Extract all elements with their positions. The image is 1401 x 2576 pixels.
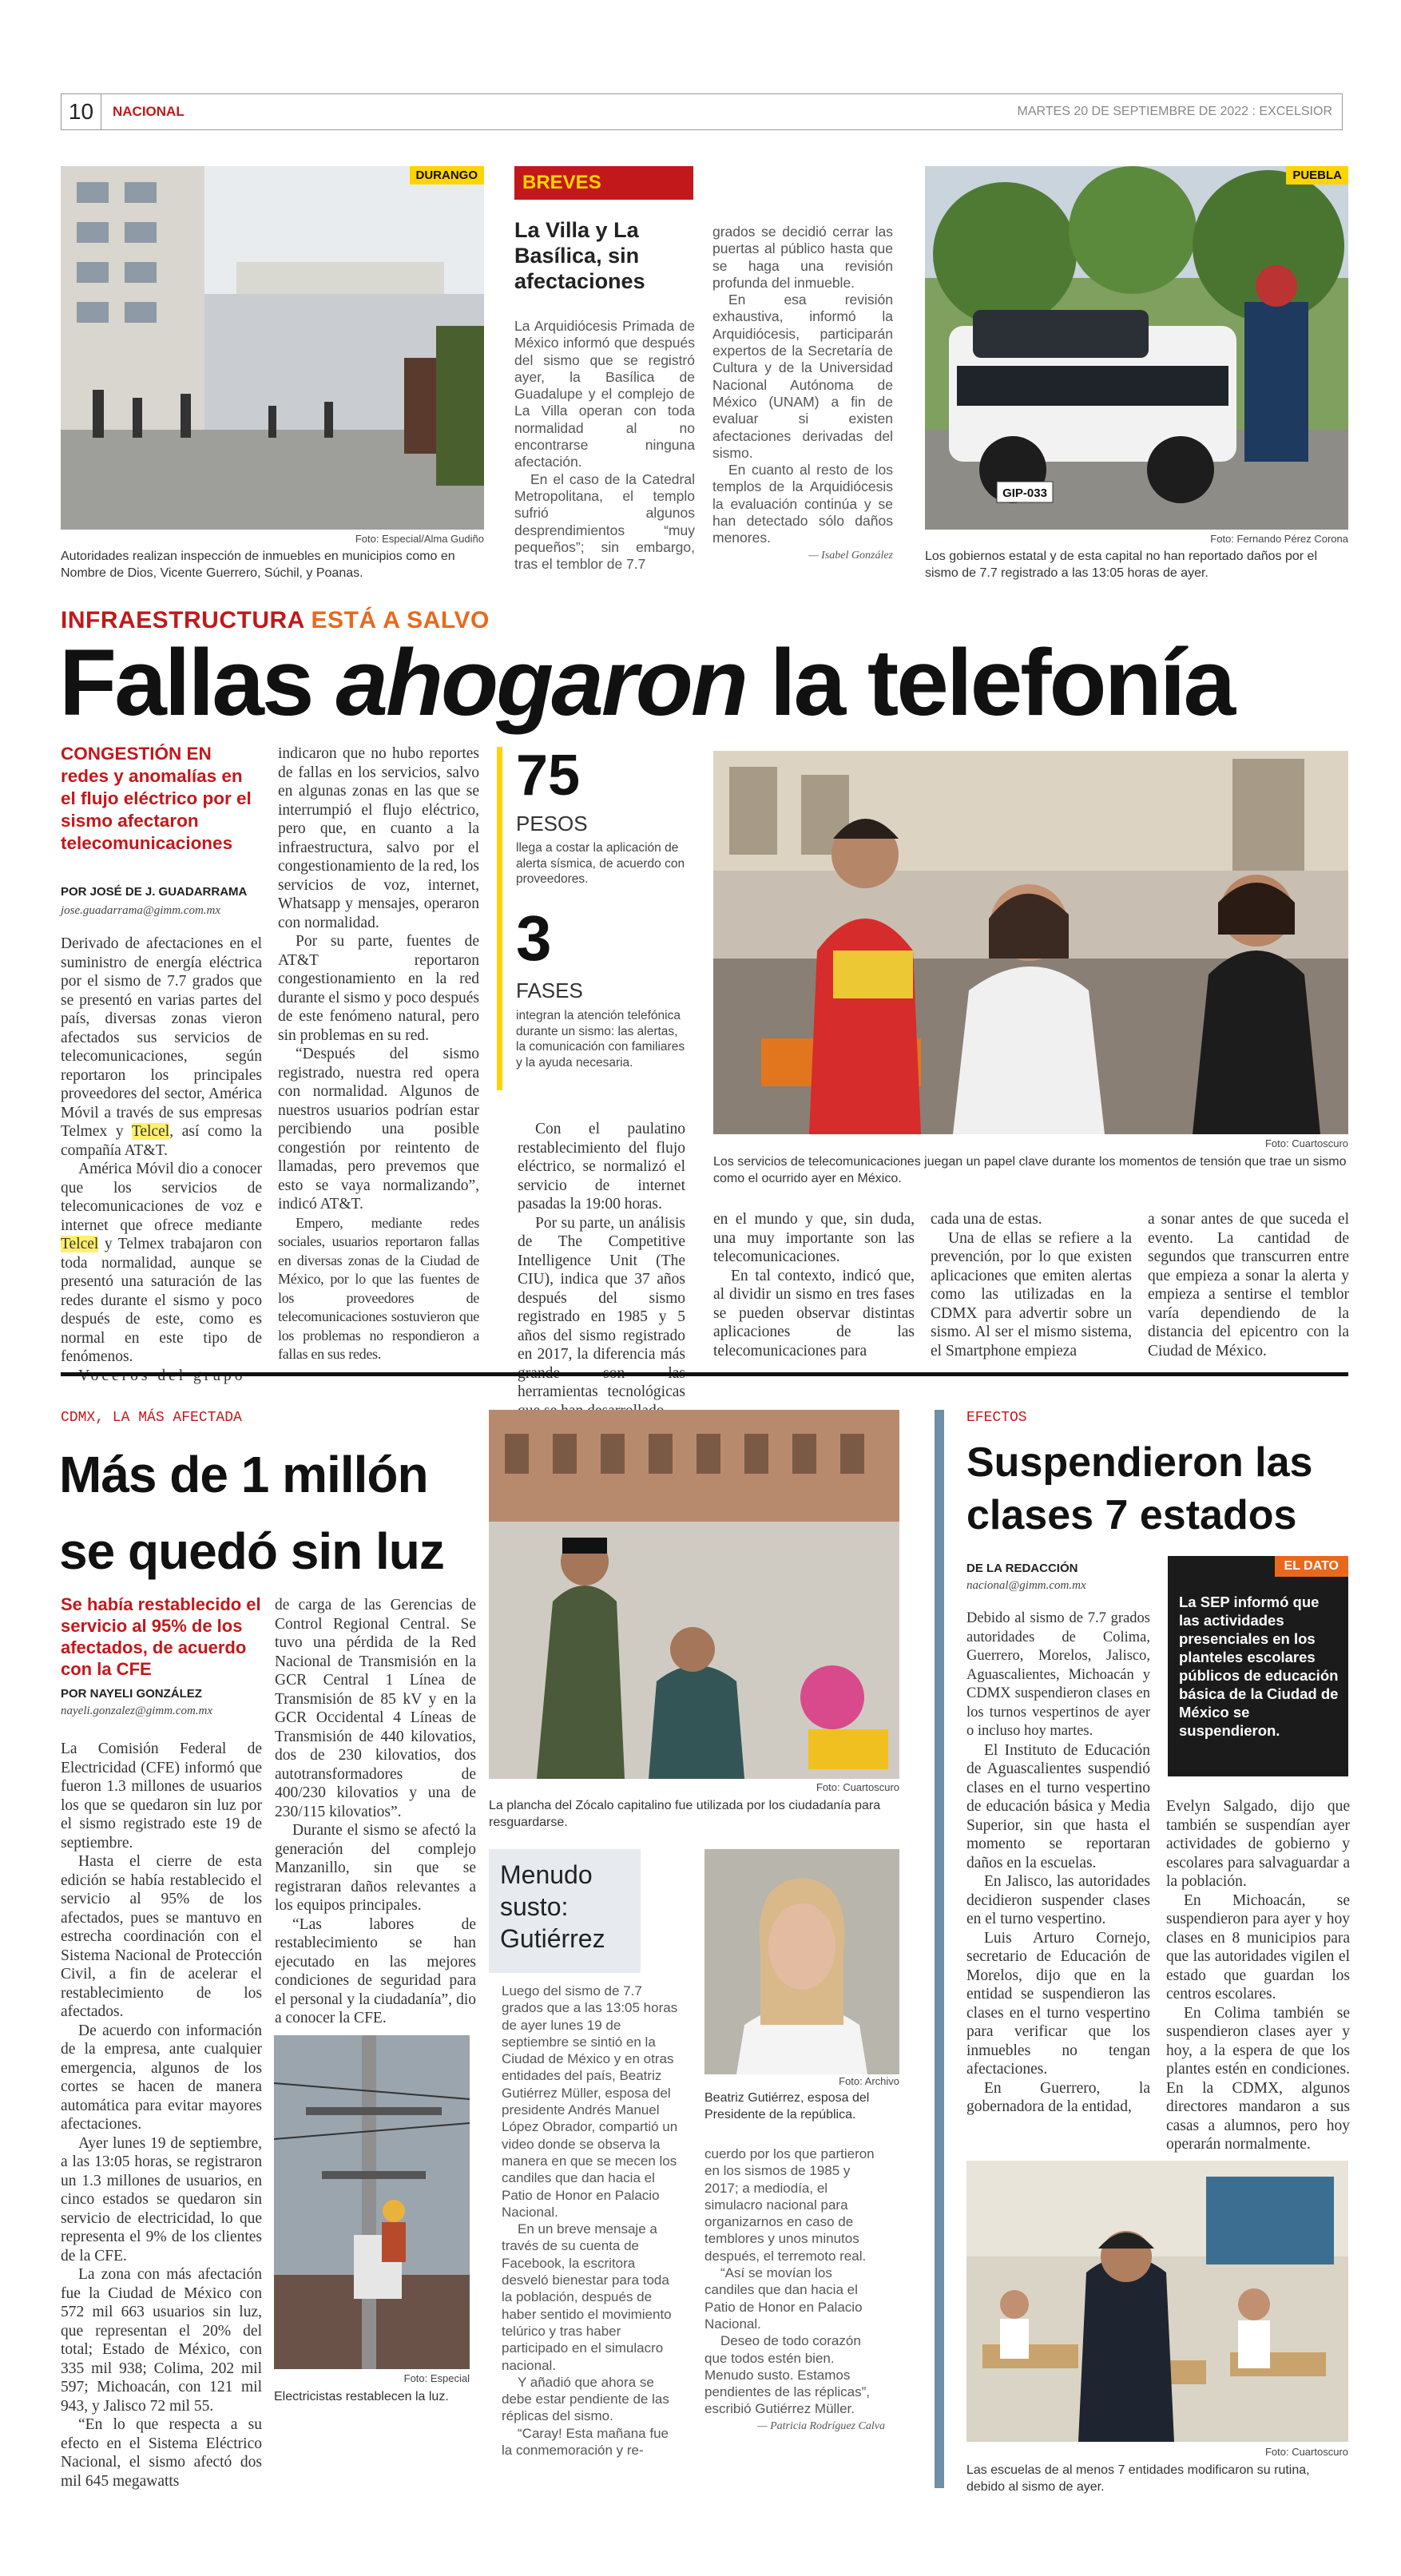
electric-credit: Foto: Especial — [403, 2372, 470, 2384]
main-col1-text-d: y Telmex trabajaron con toda normalidad, aunque se presentó una saturación de las redes durante el sismo y poco después de este, como es normal en este tipo de fenómenos. — [61, 1236, 262, 1365]
zocalo-photo — [489, 1410, 899, 1779]
photo-tag-durango: DURANGO — [410, 166, 485, 185]
menudo-col1 — [502, 1983, 682, 2459]
main-col1-text-c: América Móvil dio a conocer que los servicios de telecomunicaciones de voz e internet que ofrece mediante — [61, 1161, 262, 1234]
menudo-p2: En un breve mensaje a través de su cuenta de Facebook, la escritora desveló bienestar para toda la población, después de haber sentido el movimiento telúrico y tras haber participado en el simulacro nacional. — [502, 2221, 672, 2373]
main-byline: POR JOSÉ DE J. GUADARRAMA — [61, 885, 248, 899]
durango-photo — [61, 166, 484, 530]
menudo-p4: “Caray! Esta mañana fue la conmemoración y re- — [502, 2425, 669, 2459]
cdmx-byline: POR NAYELI GONZÁLEZ — [61, 1687, 202, 1701]
breves-p3: grados se decidió cerrar las puertas al público hasta que se haga una revisión profunda del inmueble. — [712, 224, 893, 291]
el-dato-text: La SEP informó que las actividades presenciales en los planteles escolares públicos de educación básica de la Ciudad de México se suspendieron. — [1179, 1594, 1339, 1739]
gutierrez-caption: Beatriz Gutiérrez, esposa del Presidente de la república. — [704, 2091, 870, 2122]
main-photo-caption: Los servicios de telecomunicaciones juegan un papel clave durante los momentos de tensión que trae un sismo como el ocurrido ayer en México. — [713, 1155, 1347, 1185]
cdmx-label: CDMX, LA MÁS AFECTADA — [61, 1410, 242, 1426]
efectos-email: nacional@gimm.com.mx — [966, 1579, 1086, 1592]
electric-caption: Electricistas restablecen la luz. — [274, 2390, 449, 2403]
main-photo — [713, 751, 1348, 1134]
menudo-p7: Deseo de todo corazón que todos estén bien. Menudo susto. Estamos pendientes de las réplicas”, escribió Gutiérrez Müller. — [704, 2333, 870, 2417]
main-col1-text-b: , así como la compañía AT&T. — [61, 1123, 263, 1159]
cdmx-headline: Más de 1 millón se quedó sin luz — [59, 1446, 444, 1580]
breves-headline: La Villa y La Basílica, sin afectaciones — [514, 218, 645, 293]
main-col4 — [713, 1210, 915, 1360]
gutierrez-photo — [704, 1849, 899, 2074]
date-line: MARTES 20 DE SEPTIEMBRE DE 2022 : EXCELSIOR — [1017, 105, 1332, 118]
school-credit: Foto: Cuartoscuro — [1264, 2446, 1348, 2458]
main-col5 — [931, 1210, 1132, 1360]
main-col3-p1: Con el paulatino restablecimiento del flujo eléctrico, se normalizó el servicio de internet pasadas la 19:00 horas. — [518, 1121, 685, 1213]
main-col1-p1 — [61, 935, 262, 1160]
main-col6 — [1148, 1210, 1349, 1360]
main-col6-p1: a sonar antes de que suceda el evento. La cantidad de segundos que transcurren entre que empieza a sonar la alerta y empieza a sentirse el temblor varía dependiendo de la distancia del epicentro con la Ciudad de México. — [1148, 1211, 1349, 1359]
main-col2-p2: Por su parte, fuentes de AT&T reportaron congestionamiento en la red durante el sismo y poco después de este fenómeno natural, pero sin problemas en su red. — [278, 933, 479, 1044]
main-col1 — [61, 935, 262, 1385]
efectos-p6: Evelyn Salgado, dijo que también se suspendían ayer actividades de gobierno y escolares para salvaguardar a la población. — [1166, 1798, 1350, 1890]
puebla-caption: Los gobiernos estatal y de esta capital no han reportado daños por el sismo de 7.7 registrado a las 13:05 horas de ayer. — [925, 550, 1317, 580]
menudo-p5: cuerdo por los que partieron en los sismos de 1985 y 2017; a mediodía, el simulacro nacional para organizarnos en caso de temblores y unos minutos después, el terremoto real. — [704, 2146, 875, 2264]
efectos-byline: DE LA REDACCIÓN — [966, 1562, 1078, 1575]
efectos-rule — [935, 1410, 944, 2488]
stats-rule — [497, 747, 502, 1090]
puebla-credit: Foto: Fernando Pérez Corona — [1210, 533, 1348, 545]
main-col2-p1: indicaron que no hubo reportes de fallas en los servicios, salvo en algunas zonas en las que se interrumpió el flujo eléctrico, pero que, en cuanto a la infraestructura, salvo por el congestionamiento de la red, los servicios de voz, internet, Whatsapp y mensajes, operaron con normalidad. — [278, 745, 479, 931]
cdmx-col2 — [275, 1596, 476, 2028]
efectos-p1: Debido al sismo de 7.7 grados autoridades de Colima, Guerrero, Morelos, Jalisco, Aguascalientes, Michoacán y CDMX suspendieron clases en los turnos vespertinos de ayer o incluso hoy martes. — [966, 1610, 1150, 1739]
stat1-number: 75 — [516, 744, 581, 808]
main-col2 — [278, 744, 479, 1364]
police-plate: GIP-033 — [1002, 486, 1047, 500]
main-photo-credit: Foto: Cuartoscuro — [1264, 1137, 1348, 1149]
el-dato-box — [1168, 1556, 1348, 1776]
main-col2-p4: Empero, mediante redes sociales, usuarios reportaron fallas en diversas zonas de la Ciudad de México, por lo que las fuentes de los proveedores de telecomunicaciones sostuvieron que los problemas no respondieron a fallas en sus redes. — [278, 1214, 479, 1362]
cdmx-col2-p2: Durante el sismo se afectó la generación del complejo Manzanillo, sin que se registraran daños relevantes a los equipos principales. — [275, 1822, 476, 1914]
efectos-p3: En Jalisco, las autoridades decidieron suspender clases en el turno vespertino. — [966, 1873, 1150, 1927]
headline-part-b: ahogaron — [335, 630, 746, 736]
electric-photo — [274, 2035, 470, 2369]
zocalo-caption: La plancha del Zócalo capitalino fue utilizada por los ciudadanía para resguardarse. — [489, 1799, 881, 1829]
menudo-p6: “Así se movían los candiles que dan hacia el Patio de Honor en Palacio Nacional. — [704, 2265, 863, 2332]
efectos-p2: El Instituto de Educación de Aguascalientes suspendió clases en el turno vespertino de educación básica y Media Superior, sin que hasta el momento se reportaran daños en la escuelas. — [966, 1741, 1150, 1871]
menudo-signature: — Patricia Rodríguez Calva — [757, 2419, 885, 2432]
efectos-p7: En Michoacán, se suspendieron para ayer y hoy clases en 8 municipios para que las autoridades vigilen el estado que guardan los centros escolares. — [1166, 1891, 1350, 2002]
cdmx-col2-p1: de carga de las Gerencias de Control Regional Central. Se tuvo una pérdida de la Red Nacional de Transmisión en la GCR Central 1 Línea de Transmisión de 85 kV y en la GCR Occidental 4 Líneas de Transmisión de 440 kilovatios, dos de 230 kilovatios, dos autotransformadores de 400/230 kilovatios y una de 230/115 kilovatios”. — [275, 1597, 476, 1820]
highlight-telcel-1: Telcel — [131, 1123, 170, 1140]
main-col4-p1: en el mundo y que, sin duda, una muy importante son las telecomunicaciones. — [713, 1211, 915, 1265]
kicker-orange: ESTÁ A SALVO — [311, 607, 490, 633]
main-col1-p2 — [61, 1160, 262, 1367]
stat1-text: llega a costar la aplicación de alerta sísmica, de acuerdo con proveedores. — [516, 841, 685, 886]
main-email: jose.guadarrama@gimm.com.mx — [61, 904, 221, 917]
efectos-p5: En Guerrero, la gobernadora de la entidad, — [966, 2079, 1150, 2115]
main-headline — [59, 630, 1234, 736]
cdmx-deck: Se había restablecido el servicio al 95% de los afectados, de acuerdo con la CFE — [61, 1594, 261, 1679]
cdmx-col1-p5: La zona con más afectación fue la Ciudad de México con 572 mil 663 usuarios sin luz, que representan el 20% del total; Estado de México, con 335 mil 938; Colima, 202 mil 597; Michoacán, con 121 mil 943, y Jalisco 72 mil 55. — [61, 2266, 262, 2415]
main-col5-p1: cada una de estas. — [931, 1211, 1042, 1228]
cdmx-col2-p3: “Las labores de restablecimiento se han ejecutado en las mejores condiciones de seguridad para el personal y la ciudadanía”, dio a conocer la CFE. — [275, 1915, 476, 2026]
main-col4-p2: En tal contexto, indicó que, al dividir un sismo en tres fases se pueden observar distintas aplicaciones de las telecomunicaciones para — [713, 1267, 915, 1359]
cdmx-col1-p3: De acuerdo con información de la empresa, ante cualquier emergencia, algunos de los cortes se hacen de manera automática para evitar mayores afectaciones. — [61, 2022, 262, 2133]
main-col1-text-a: Derivado de afectaciones en el suministro de energía eléctrica por el sismo de 7.7 grados que se presentó en varias partes del país, diversas zonas vieron afectados sus servicios de telecomunicaciones, según reportaron los principales proveedores del sector, América Móvil a través de sus empresas Telmex y — [61, 935, 262, 1140]
durango-credit: Foto: Especial/Alma Gudiño — [355, 533, 484, 545]
highlight-telcel-2: Telcel — [61, 1236, 99, 1252]
cdmx-col1-p1: La Comisión Federal de Electricidad (CFE) informó que fueron 1.3 millones de usuarios los que se quedaron sin luz por el sismo registrado este 19 de septiembre. — [61, 1740, 262, 1852]
breves-p2: En el caso de la Catedral Metropolitana, el templo sufrió algunos desprendimientos “muy pequeños”; sin embargo, tras el temblor de 7.7 — [514, 470, 695, 573]
cdmx-email: nayeli.gonzalez@gimm.com.mx — [61, 1705, 213, 1717]
photo-tag-puebla: PUEBLA — [1286, 166, 1348, 185]
gutierrez-credit: Foto: Archivo — [839, 2075, 899, 2087]
zocalo-credit: Foto: Cuartoscuro — [816, 1781, 899, 1793]
stat2-unit: FASES — [516, 978, 583, 1002]
section-divider — [61, 1372, 1348, 1376]
menudo-col2 — [704, 2145, 885, 2435]
cdmx-col1-p4: Ayer lunes 19 de septiembre, a las 13:05 horas, se registraron un 1.3 millones de usuarios, en cinco estados se quedaron sin servicio de electricidad, lo que representa el 9% de los clientes de la CFE. — [61, 2134, 262, 2264]
main-col3-p2: Por su parte, un análisis de The Competitive Intelligence Unit (The CIU), indica que 37 años después del sismo registrado en 1985 y 5 años del sismo registrado en 2017, la diferencia más herramientas tecnológicas — [518, 1214, 685, 1400]
menudo-p3: Y añadió que ahora se debe estar pendiente de las réplicas del sismo. — [502, 2374, 669, 2424]
headline-part-a: Fallas — [59, 630, 312, 736]
efectos-p4: Luis Arturo Cornejo, secretario de Educación de Morelos, dijo que en la entidad se suspendieron las clases en el turno vespertino para verificar que los inmuebles no tengan afectaciones. — [966, 1929, 1150, 2078]
menudo-p1: Luego del sismo de 7.7 grados que a las 13:05 horas de ayer lunes 19 de septiembre se sintió en la Ciudad de México y en otras entidades del país, Beatriz Gutiérrez Müller, esposa del presidente Andrés Manuel López Obrador, compartió un video donde se observa la manera en que se mecen los candiles que dan hacia el Patio de Honor en Palacio Nacional. — [502, 1983, 678, 2220]
cdmx-col1-p6: “En lo que respecta a su efecto en el Sistema Eléctrico Nacional, el sismo afectó dos mil 645 megawatts — [61, 2416, 262, 2490]
school-caption: Las escuelas de al menos 7 entidades modificaron su rutina, debido al sismo de ayer. — [966, 2463, 1310, 2494]
menudo-title: Menudo susto: Gutiérrez — [500, 1860, 605, 1953]
main-deck: CONGESTIÓN EN redes y anomalías en el flujo eléctrico por el sismo afectaron telecomunicaciones — [61, 744, 252, 853]
school-photo — [966, 2161, 1348, 2442]
section-name: NACIONAL — [113, 104, 185, 119]
breves-p4: En esa revisión exhaustiva, informó la Arquidiócesis, participarán expertos de la Secretaría de Cultura y de la Universidad Nacional Autónoma de México (UNAM) a fin de evaluar si existen afectaciones derivadas del sismo. — [712, 292, 893, 461]
breves-p5: En cuanto al resto de los templos de la Arquidiócesis la evaluación continúa y se han detectado sólo daños menores. — [712, 462, 893, 546]
efectos-headline: Suspendieron las clases 7 estados — [966, 1439, 1313, 1538]
breves-label: BREVES — [522, 172, 601, 193]
main-col5-p2: Una de ellas se refiere a la prevención, por lo que existen aplicaciones que emiten alertas como las utilizadas en la CDMX para advertir sobre un sismo. Al ser el mismo sistema, el Smartphone empieza — [931, 1229, 1132, 1359]
efectos-col1 — [966, 1610, 1150, 2117]
puebla-photo — [925, 166, 1348, 530]
breves-label-box — [514, 166, 693, 200]
stat2-text: integran la atención telefónica durante un sismo: las alertas, la comunicación con familiares y la ayuda necesaria. — [516, 1009, 685, 1070]
main-col2-p3: “Después del sismo registrado, nuestra red opera con normalidad. Algunos de nuestros usuarios podrían estar percibiendo una posible congestión por reintento de llamadas, pero prevemos que esto se vaya normalizando”, indicó AT&T. — [278, 1046, 479, 1213]
page-number: 10 — [62, 94, 101, 129]
breves-col2 — [712, 224, 893, 564]
stat1-unit: PESOS — [516, 812, 588, 836]
menudo-title-box — [489, 1849, 641, 1973]
el-dato-label: EL DATO — [1275, 1556, 1348, 1577]
breves-col1 — [514, 318, 695, 573]
efectos-col2 — [1166, 1797, 1350, 2154]
page-header — [61, 93, 1343, 130]
cdmx-col1 — [61, 1740, 262, 2491]
efectos-p8: En Colima también se suspendieron clases ayer y hoy, a la espera de que los plantes estén en condiciones. En la CDMX, algunos directores mandaron a sus casas a alumnos, pero hoy operarán normalmente. — [1166, 2004, 1350, 2153]
headline-part-c: la telefonía — [769, 630, 1234, 736]
kicker-red: INFRAESTRUCTURA — [61, 607, 304, 633]
stat2-number: 3 — [516, 903, 552, 974]
cdmx-col1-p2: Hasta el cierre de esta edición se había restablecido el servicio al 95% de los afectados, pues se mantuvo en estrecha coordinación con el Sistema Nacional de Protección Civil, a fin de acelerar el restablecimiento de los afectados. — [61, 1853, 262, 2020]
efectos-label: EFECTOS — [966, 1410, 1027, 1426]
breves-signature: — Isabel González — [808, 549, 893, 562]
breves-p1: La Arquidiócesis Primada de México informó que después del sismo que se registró ayer, la Basílica de Guadalupe y el complejo de La Villa operan con toda normalidad al no encontrarse ninguna afectación. — [514, 318, 695, 470]
durango-caption: Autoridades realizan inspección de inmuebles en municipios como en Nombre de Dios, Vicente Guerrero, Súchil, y Poanas. — [61, 550, 455, 580]
